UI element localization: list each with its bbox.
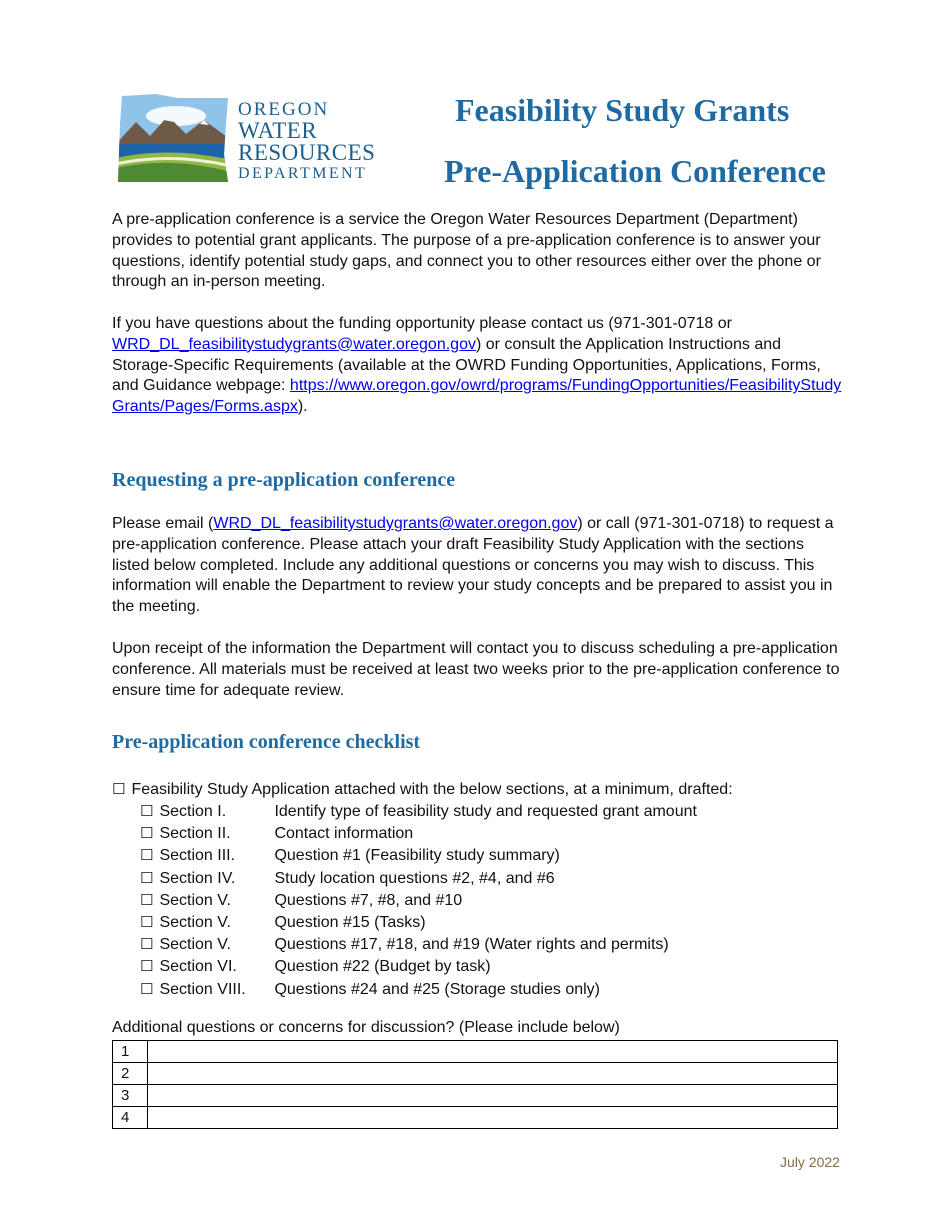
question-entry-cell[interactable] [148, 1107, 838, 1129]
checklist-item [140, 800, 697, 822]
logo-line-department: DEPARTMENT [238, 165, 368, 182]
logo-line-resources: RESOURCES [238, 140, 376, 165]
logo-line-water: WATER [238, 118, 318, 143]
checklist-item-section: Section III. [159, 847, 236, 865]
contact-text-2: ) or consult the Application Instructions and Storage-Specific Requirements (available at the OWRD Funding Opportunities, Applications, Forms, and Guidance webpage: [112, 335, 821, 395]
contact-paragraph [112, 314, 842, 418]
contact-text-1: If you have questions about the funding opportunity please contact us (971-301-0718 or [112, 315, 732, 332]
questions-table [112, 1040, 838, 1129]
footer-date: July 2022 [780, 1154, 840, 1170]
checkbox[interactable]: ☐ [140, 935, 154, 954]
checklist-item [140, 844, 697, 866]
row-number: 4 [113, 1107, 148, 1129]
checkbox[interactable]: ☐ [140, 890, 154, 909]
logo-line-oregon: OREGON [238, 99, 330, 120]
owrd-logo-wordmark [238, 100, 375, 184]
checklist-item-desc: Question #15 (Tasks) [274, 913, 426, 931]
checklist-item-section: Section I. [159, 803, 227, 820]
checklist-item-desc: Identify type of feasibility study and requested grant amount [274, 803, 697, 820]
checklist-item-section: Section V. [159, 936, 231, 954]
row-number: 1 [113, 1041, 148, 1063]
checkbox[interactable]: ☐ [140, 824, 154, 843]
section-heading-checklist: Pre-application conference checklist [112, 731, 421, 753]
receipt-paragraph: Upon receipt of the information the Department will contact you to discuss scheduling a pre-application conference. All materials must be received at least two weeks prior to the pre-application conference to ensure time for adequate review. [112, 640, 840, 699]
checklist-item-section: Section V. [159, 891, 231, 909]
request-email-link[interactable]: WRD_DL_feasibilitystudygrants@water.oregon.gov [213, 515, 578, 532]
request-text-1: Please email ( [112, 515, 214, 532]
contact-text-3: ). [297, 398, 308, 416]
checklist-item-section: Section II. [159, 825, 231, 843]
question-entry-cell[interactable] [148, 1063, 838, 1085]
checkbox[interactable]: ☐ [140, 912, 154, 931]
request-text-2: ) or call (971-301-0718) to request a pre-application conference. Please attach your draft Feasibility Study Application with the sections listed below completed. Include any additional questions or concerns you may wish to discuss. This information will enable the Department to review your study concepts and be prepared to assist you in the meeting. [112, 515, 834, 616]
checkbox[interactable]: ☐ [140, 846, 154, 865]
table-row [113, 1063, 838, 1085]
page-subtitle: Pre-Application Conference [444, 153, 826, 189]
checklist-item-section: Section VIII. [159, 980, 246, 998]
table-row [113, 1107, 838, 1129]
owrd-logo-image [116, 94, 231, 184]
request-paragraph [112, 514, 842, 618]
row-number: 3 [113, 1085, 148, 1107]
row-number: 2 [113, 1063, 148, 1085]
checklist-item-section: Section VI. [159, 958, 237, 976]
checkbox[interactable]: ☐ [140, 868, 154, 887]
checklist-item [140, 978, 697, 1000]
checklist-item [140, 933, 697, 955]
checkbox[interactable]: ☐ [140, 957, 154, 976]
checkbox[interactable]: ☐ [140, 979, 154, 998]
checklist-item-desc: Study location questions #2, #4, and #6 [274, 869, 555, 887]
intro-paragraph: A pre-application conference is a service the Oregon Water Resources Department (Department) provides to potential grant applicants. The purpose of a pre-application conference is to answer your questions, identify potential study gaps, and connect you to other resources either over the phone or through an in-person meeting. [112, 211, 821, 291]
checklist-main-label: Feasibility Study Application attached with the below sections, at a minimum, drafted: [131, 781, 733, 798]
checklist-item-section: Section IV. [159, 869, 236, 887]
contact-email-link[interactable]: WRD_DL_feasibilitystudygrants@water.oregon.gov [112, 335, 476, 353]
section-heading-requesting: Requesting a pre-application conference [112, 469, 456, 491]
table-row [113, 1041, 838, 1063]
checklist-items [140, 800, 697, 1000]
checklist-item [140, 889, 697, 911]
checklist-item-desc: Questions #17, #18, and #19 (Water rights and permits) [274, 936, 669, 954]
checklist-main-item [112, 778, 733, 801]
checklist-item-desc: Contact information [274, 825, 414, 843]
checklist-item-desc: Questions #24 and #25 (Storage studies only) [274, 980, 600, 998]
checkbox[interactable]: ☐ [112, 780, 126, 798]
question-entry-cell[interactable] [148, 1085, 838, 1107]
question-entry-cell[interactable] [148, 1041, 838, 1063]
checklist-item-desc: Question #1 (Feasibility study summary) [274, 847, 560, 865]
checklist-item [140, 911, 697, 933]
table-row [113, 1085, 838, 1107]
questions-table-label: Additional questions or concerns for discussion? (Please include below) [112, 1019, 620, 1036]
page-title: Feasibility Study Grants [455, 92, 790, 128]
checklist-item-section: Section V. [159, 913, 231, 931]
checklist-item [140, 822, 697, 844]
checklist-item [140, 955, 697, 977]
checklist-item-desc: Question #22 (Budget by task) [274, 958, 491, 976]
checklist-item [140, 867, 697, 889]
checkbox[interactable]: ☐ [140, 802, 154, 820]
checklist-item-desc: Questions #7, #8, and #10 [274, 891, 463, 909]
forms-webpage-link[interactable]: https://www.oregon.gov/owrd/programs/FundingOpportunities/FeasibilityStudyGrants/Pages/Forms.aspx [112, 377, 842, 416]
